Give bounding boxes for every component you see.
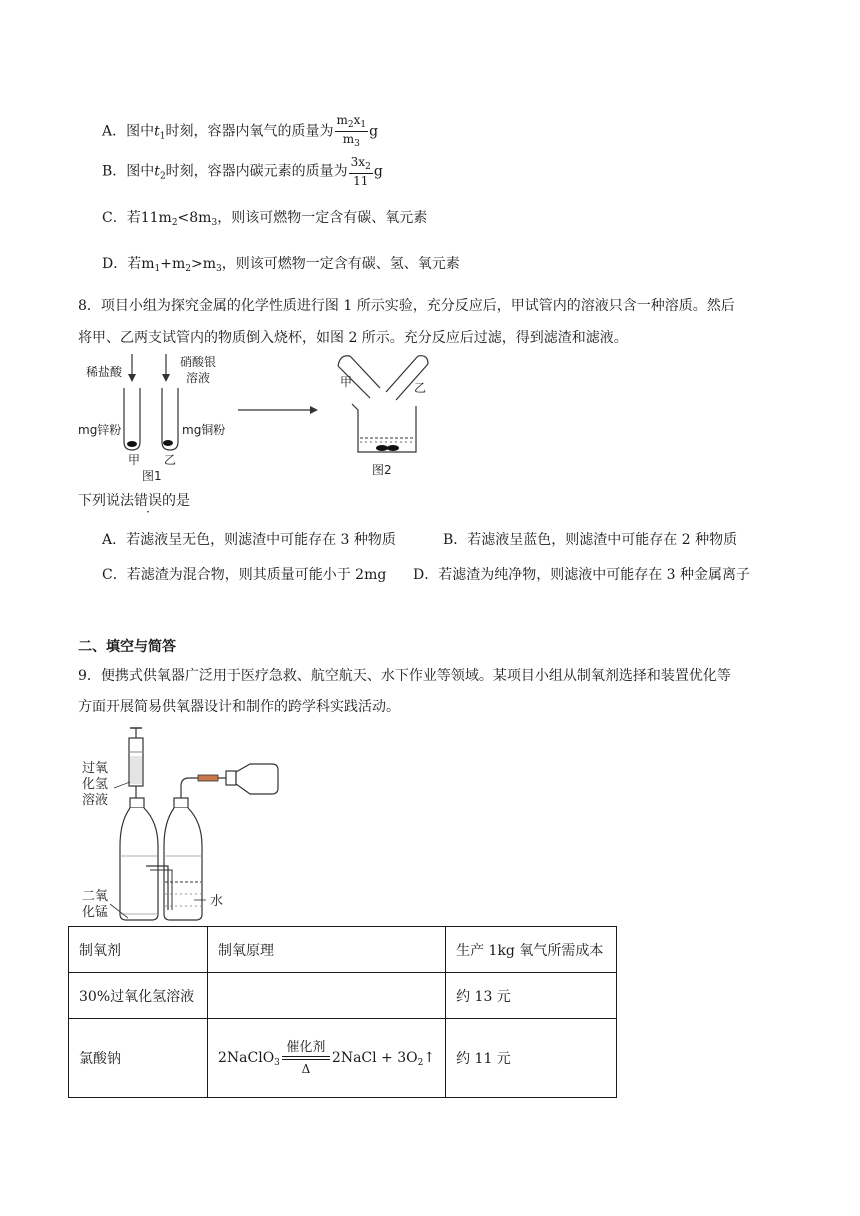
q7-b-den: 11 [353,174,369,188]
mno2-label-1: 二氧 [82,889,109,904]
q7-b-t: t [154,163,160,180]
oxygen-agent-table [68,926,617,1098]
catalyst-label: 催化剂 [286,1040,326,1055]
h2o2-label-3: 溶液 [82,793,109,808]
q7-b-pre: B．图中 [102,163,155,180]
q7-d-s3: 3 [216,264,222,274]
q7-b-fraction [349,156,373,187]
h2o2-label-2: 化氢 [82,777,109,792]
q7-d-a: +m [160,256,186,272]
table-cell-agent: 氯酸钠 [69,1019,208,1098]
q8-question-pre: 下列说法 [78,493,134,509]
q7-c-s1: 2 [171,218,178,228]
equation-left-sub: 3 [274,1058,280,1068]
gas-arrow-icon: ↑ [423,1050,436,1066]
fig1-test-tube-jia [124,388,140,450]
q7-option-b [102,156,383,187]
q7-c-mid: <8m [177,210,212,226]
table-cell-principle [208,973,446,1019]
q8-question [78,490,190,510]
left-bottle [120,798,158,920]
q7-d-s2: 2 [185,264,191,274]
q7-option-d [102,253,460,274]
table-header-agent: 制氧剂 [69,927,208,973]
q7-option-a [102,114,378,149]
h2o2-label-1: 过氧 [82,761,109,776]
table-row [69,1019,617,1098]
q7-b-t-sub: 2 [159,171,166,182]
table-header-row [69,927,617,973]
q7-c-pre: C．若11m [102,210,172,226]
fig1-jia-label: 甲 [128,453,141,467]
q7-a-num-x: x [353,113,361,127]
equation-left: 2NaClO [218,1050,275,1066]
q7-a-unit: g [369,123,379,140]
q7-a-num-sub2: 1 [360,120,367,130]
heat-symbol: Δ [301,1062,311,1076]
q8-stem-line1: 8．项目小组为探究金属的化学性质进行图 1 所示实验，充分反应后，甲试管内的溶液只含一种溶质。然后 [78,298,735,314]
q7-c-s2: 3 [211,218,218,228]
q9-stem-line1: 9．便携式供氧器广泛用于医疗急救、航空航天、水下作业等领域。某项目小组从制氧剂选择和装置优化等 [78,668,731,684]
fig1-silver-label-2: 溶液 [186,371,211,385]
q7-a-den: m [342,132,355,146]
table-cell-cost: 约 11 元 [446,1019,617,1098]
q7-a-num-m: m [336,113,348,127]
table-header-principle: 制氧原理 [208,927,446,973]
fig2-caption: 图2 [372,463,392,477]
equation-right-sub: 2 [417,1058,424,1068]
q7-a-t-sub: 1 [159,131,166,142]
q7-b-unit: g [373,163,383,180]
water-label: 水 [210,894,224,909]
mno2-label-2: 化锰 [82,905,109,920]
fig1-zinc-label: mg锌粉 [78,423,122,437]
fig1-silver-label-1: 硝酸银 [180,355,217,369]
fig2-yi-label: 乙 [414,381,427,395]
q8-figure [70,352,490,486]
syringe [129,728,143,798]
q7-b-num-sub: 2 [365,162,371,172]
rubber-tube [198,775,218,781]
q8-stem-line2: 将甲、乙两支试管内的物质倒入烧杯，如图 2 所示。充分反应后过滤，得到滤渣和滤液。 [78,330,628,346]
q7-a-mid: 时刻，容器内氧气的质量为 [165,123,334,140]
table-cell-equation [208,1019,446,1098]
q8-option-d: D．若滤渣为纯净物，则滤液中可能存在 3 种金属离子 [413,567,751,583]
q9-apparatus-figure [76,726,286,924]
q7-d-s1: 1 [154,264,161,274]
q7-a-num-sub1: 2 [347,120,354,130]
q7-d-post: ，则该可燃物一定含有碳、氢、氧元素 [221,256,460,272]
q9-stem-line2: 方面开展简易供氧器设计和制作的跨学科实践活动。 [78,699,400,715]
table-cell-agent: 30%过氧化氢溶液 [69,973,208,1019]
q7-d-b: >m [190,256,216,272]
q7-c-post: ，则该可燃物一定含有碳、氧元素 [217,210,428,226]
fig1-caption: 图1 [142,469,162,483]
fig2-jia-label: 甲 [340,375,353,389]
q7-option-c [102,207,427,228]
q8-option-a: A．若滤液呈无色，则滤渣中可能存在 3 种物质 [102,532,396,548]
q7-a-den-sub: 3 [354,139,360,149]
q7-b-mid: 时刻，容器内碳元素的质量为 [165,163,348,180]
fig1-copper-label: mg铜粉 [182,423,226,437]
mask-bottle [236,764,278,794]
q8-question-post: 的是 [162,493,190,509]
table-header-cost: 生产 1kg 氧气所需成本 [446,927,617,973]
section-heading: 二、填空与简答 [78,639,176,655]
equation-right: 2NaCl + 3O [331,1050,418,1066]
q8-option-c: C．若滤渣为混合物，则其质量可能小于 2mg [102,567,387,583]
table-cell-cost: 约 13 元 [446,973,617,1019]
fig2-beaker [352,404,416,452]
fig1-yi-label: 乙 [164,453,177,467]
reaction-condition [282,1041,330,1075]
q7-a-pre: A．图中 [102,123,155,140]
q8-question-emphasis: 错误 [134,493,162,509]
q7-a-fraction [335,114,369,149]
fig1-acid-label: 稀盐酸 [86,365,123,379]
q7-d-pre: D．若m [102,256,155,272]
right-bottle [164,798,202,920]
q8-option-b: B．若滤液呈蓝色，则滤渣中可能存在 2 种物质 [443,532,738,548]
q7-b-num: 3x [350,155,366,169]
q7-a-t: t [154,123,160,140]
fig1-test-tube-yi [162,388,178,450]
table-row [69,973,617,1019]
